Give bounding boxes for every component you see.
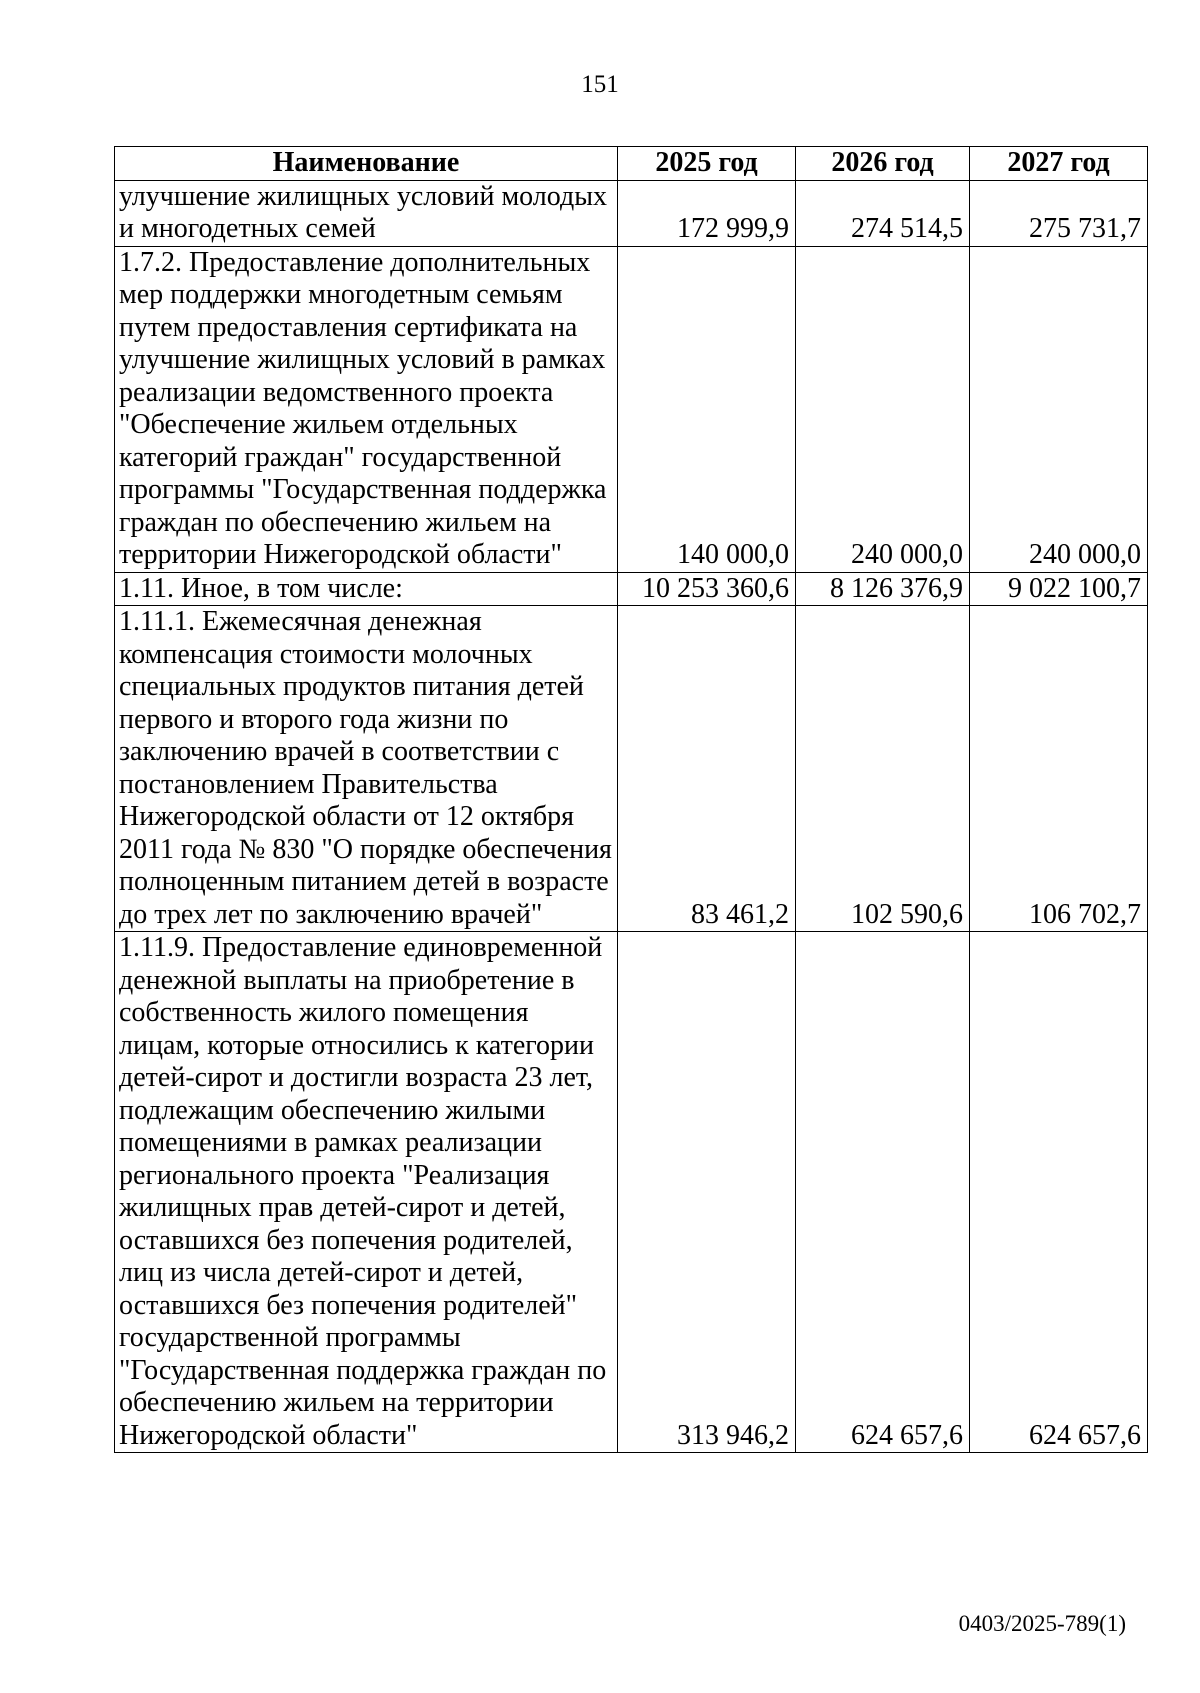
row-name: 1.7.2. Предоставление дополнительных мер поддержки многодетным семьям путем предоставления сертификата на улучшение жилищных условий в рамках реализации ведомственного проекта "Обеспечение жильем отдельных категорий граждан" государственной программы "Государственная поддержка граждан по обеспечению жильем на территории Нижегородской области": [115, 246, 618, 572]
row-value-2027: 624 657,6: [970, 932, 1148, 1453]
row-value-2026: 8 126 376,9: [796, 572, 970, 606]
row-value-2027: 106 702,7: [970, 606, 1148, 932]
table-row: [115, 572, 1148, 606]
table-row: [115, 246, 1148, 572]
row-name: улучшение жилищных условий молодых и многодетных семей: [115, 180, 618, 246]
row-value-2025: 172 999,9: [618, 180, 796, 246]
page-number: 151: [581, 71, 619, 98]
table-row: [115, 606, 1148, 932]
row-value-2026: 240 000,0: [796, 246, 970, 572]
row-value-2026: 624 657,6: [796, 932, 970, 1453]
header-name: Наименование: [115, 147, 618, 181]
document-code: 0403/2025-789(1): [958, 1611, 1126, 1636]
budget-table: [114, 146, 1148, 1453]
header-2026: 2026 год: [796, 147, 970, 181]
table-body: [115, 180, 1148, 1453]
table-row: [115, 180, 1148, 246]
row-value-2027: 275 731,7: [970, 180, 1148, 246]
row-value-2027: 9 022 100,7: [970, 572, 1148, 606]
table-header: [115, 147, 1148, 181]
row-name: 1.11.9. Предоставление единовременной денежной выплаты на приобретение в собственность жилого помещения лицам, которые относились к категории детей-сирот и достигли возраста 23 лет, подлежащим обеспечению жилыми помещениями в рамках реализации регионального проекта "Реализация жилищных прав детей-сирот и детей, оставшихся без попечения родителей, лиц из числа детей-сирот и детей, оставшихся без попечения родителей" государственной программы "Государственная поддержка граждан по обеспечению жильем на территории Нижегородской области": [115, 932, 618, 1453]
row-name: 1.11. Иное, в том числе:: [115, 572, 618, 606]
row-value-2025: 140 000,0: [618, 246, 796, 572]
header-row: [115, 147, 1148, 181]
header-2027: 2027 год: [970, 147, 1148, 181]
row-name: 1.11.1. Ежемесячная денежная компенсация стоимости молочных специальных продуктов питания детей первого и второго года жизни по заключению врачей в соответствии с постановлением Правительства Нижегородской области от 12 октября 2011 года № 830 "О порядке обеспечения полноценным питанием детей в возрасте до трех лет по заключению врачей": [115, 606, 618, 932]
row-value-2025: 313 946,2: [618, 932, 796, 1453]
row-value-2025: 83 461,2: [618, 606, 796, 932]
row-value-2025: 10 253 360,6: [618, 572, 796, 606]
table-row: [115, 932, 1148, 1453]
row-value-2026: 274 514,5: [796, 180, 970, 246]
row-value-2027: 240 000,0: [970, 246, 1148, 572]
header-2025: 2025 год: [618, 147, 796, 181]
row-value-2026: 102 590,6: [796, 606, 970, 932]
